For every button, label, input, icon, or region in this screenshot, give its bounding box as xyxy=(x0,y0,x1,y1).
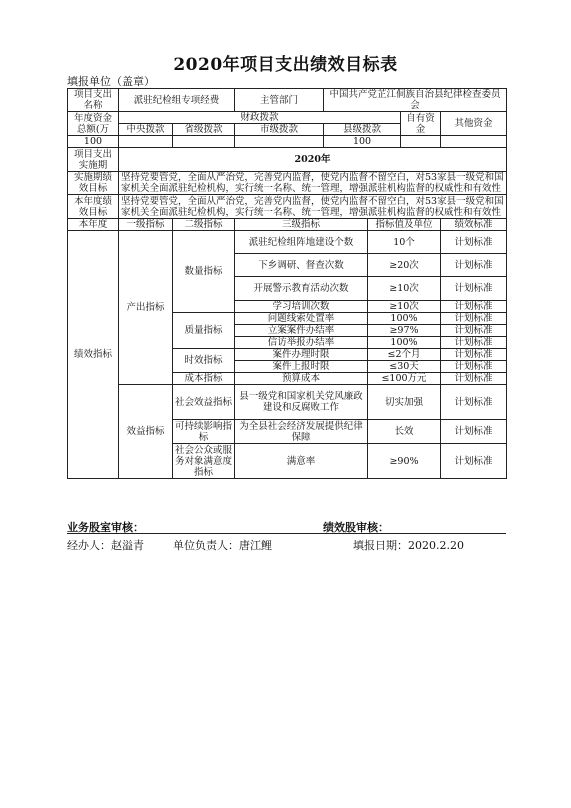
indicator-value: 切实加强 xyxy=(368,385,441,420)
period-value: 2020年 xyxy=(119,148,507,172)
indicator-row xyxy=(68,231,507,254)
funds-label: 年度资金总额(万 xyxy=(68,112,119,136)
indicator-name: 预算成本 xyxy=(235,373,368,385)
indicator-standard: 计划标准 xyxy=(441,385,507,420)
indicator-standard: 计划标准 xyxy=(441,231,507,254)
funds-total: 100 xyxy=(68,136,119,148)
fill-date-field xyxy=(353,537,464,553)
project-name: 派驻纪检组专项经费 xyxy=(119,89,235,112)
indicator-row xyxy=(68,385,507,420)
indicator-value: ≤100万元 xyxy=(368,373,441,385)
header-level1: 一级指标 xyxy=(119,219,173,231)
county-label: 县级拨款 xyxy=(324,124,401,136)
indicator-value: 100% xyxy=(368,337,441,349)
header-level3: 三级指标 xyxy=(235,219,368,231)
perf-indicators-label: 绩效指标 xyxy=(68,231,119,479)
handler-label: 经办人： xyxy=(67,539,111,552)
fill-date: 2020.2.20 xyxy=(408,539,464,552)
goal-row xyxy=(68,172,507,195)
other-funds-label: 其他资金 xyxy=(441,112,507,136)
provincial-label: 省级拨款 xyxy=(173,124,235,136)
indicator-standard: 计划标准 xyxy=(441,420,507,444)
indicator-value: 10个 xyxy=(368,231,441,254)
goal-row xyxy=(68,195,507,219)
period-label: 项目支出实施期 xyxy=(68,148,119,172)
header-standard: 绩效标准 xyxy=(441,219,507,231)
indicator-value: 长效 xyxy=(368,420,441,444)
business-review-label: 业务股室审核： xyxy=(67,521,144,534)
indicator-name: 案件上报时限 xyxy=(235,361,368,373)
dept-label: 主管部门 xyxy=(235,89,324,112)
indicator-group: 成本指标 xyxy=(173,373,235,385)
central-label: 中央拨款 xyxy=(119,124,173,136)
funds-header-row xyxy=(68,112,507,124)
header-level2: 二级指标 xyxy=(173,219,235,231)
indicator-value: ≤2个月 xyxy=(368,349,441,361)
review-divider xyxy=(67,533,506,534)
unit-head-field xyxy=(173,537,272,553)
performance-target-table xyxy=(67,88,507,479)
benefit-indicators-label: 效益指标 xyxy=(119,385,173,479)
project-name-label: 项目支出名称 xyxy=(68,89,119,112)
indicator-value: ≥10次 xyxy=(368,277,441,301)
indicator-standard: 计划标准 xyxy=(441,337,507,349)
indicator-group: 社会公众或服务对象满意度指标 xyxy=(173,444,235,479)
dept-name: 中国共产党芷江侗族自治县纪律检查委员会 xyxy=(324,89,507,112)
self-funds-label: 自有资金 xyxy=(401,112,441,136)
indicator-name: 派驻纪检组阵地建设个数 xyxy=(235,231,368,254)
indicator-value: ≥10次 xyxy=(368,301,441,313)
indicator-name: 问题线索处置率 xyxy=(235,313,368,325)
indicator-name: 立案案件办结率 xyxy=(235,325,368,337)
fiscal-label: 财政拨款 xyxy=(119,112,401,124)
goal-label: 实施期绩效目标 xyxy=(68,172,119,195)
indicator-name: 信访举报办结率 xyxy=(235,337,368,349)
indicator-value: ≥90% xyxy=(368,444,441,479)
city-label: 市级拨款 xyxy=(235,124,324,136)
output-indicators-label: 产出指标 xyxy=(119,231,173,385)
fill-date-label: 填报日期： xyxy=(353,539,408,552)
unit-head-name: 唐江鲤 xyxy=(239,539,272,552)
indicator-standard: 计划标准 xyxy=(441,325,507,337)
indicator-standard: 计划标准 xyxy=(441,361,507,373)
funds-county: 100 xyxy=(324,136,401,148)
handler-field xyxy=(67,537,144,553)
indicator-name: 为全县社会经济发展提供纪律保障 xyxy=(235,420,368,444)
indicator-standard: 计划标准 xyxy=(441,373,507,385)
performance-review-label: 绩效股审核： xyxy=(323,521,389,534)
indicator-name: 县一级党和国家机关党风廉政建设和反腐败工作 xyxy=(235,385,368,420)
indicator-name: 满意率 xyxy=(235,444,368,479)
indicator-value: ≥20次 xyxy=(368,254,441,277)
indicator-name: 开展警示教育活动次数 xyxy=(235,277,368,301)
reporting-unit-label: 填报单位（盖章） xyxy=(67,75,155,88)
indicator-value: 100% xyxy=(368,313,441,325)
period-row xyxy=(68,148,507,172)
goal-label: 本年度绩效目标 xyxy=(68,195,119,219)
indicator-standard: 计划标准 xyxy=(441,301,507,313)
header-year: 本年度 xyxy=(68,219,119,231)
indicator-name: 下乡调研、督查次数 xyxy=(235,254,368,277)
indicator-group: 时效指标 xyxy=(173,349,235,373)
indicator-standard: 计划标准 xyxy=(441,313,507,325)
indicator-group: 社会效益指标 xyxy=(173,385,235,420)
header-value: 指标值及单位 xyxy=(368,219,441,231)
indicator-group: 可持续影响指标 xyxy=(173,420,235,444)
indicator-standard: 计划标准 xyxy=(441,277,507,301)
indicator-standard: 计划标准 xyxy=(441,444,507,479)
funds-value-row xyxy=(68,136,507,148)
indicator-standard: 计划标准 xyxy=(441,349,507,361)
unit-head-label: 单位负责人： xyxy=(173,539,239,552)
indicator-name: 学习培训次数 xyxy=(235,301,368,313)
page-title: 2020年项目支出绩效目标表 xyxy=(173,55,398,75)
project-row xyxy=(68,89,507,112)
indicator-value: ≤30天 xyxy=(368,361,441,373)
indicator-group: 数量指标 xyxy=(173,231,235,313)
handler-name: 赵溢青 xyxy=(111,539,144,552)
goal-text: 坚持党要管党，全面从严治党，完善党内监督，使党内监督不留空白，对53家县一级党和国家机关全面派驻纪检机构，实行统一名称、统一管理，增强派驻机构监督的权威性和有效性 xyxy=(119,195,507,219)
indicator-group: 质量指标 xyxy=(173,313,235,349)
indicator-value: ≥97% xyxy=(368,325,441,337)
goal-text: 坚持党要管党，全面从严治党，完善党内监督，使党内监督不留空白，对53家县一级党和国家机关全面派驻纪检机构，实行统一名称、统一管理，增强派驻机构监督的权威性和有效性 xyxy=(119,172,507,195)
indicator-name: 案件办理时限 xyxy=(235,349,368,361)
indicator-header-row xyxy=(68,219,507,231)
indicator-standard: 计划标准 xyxy=(441,254,507,277)
